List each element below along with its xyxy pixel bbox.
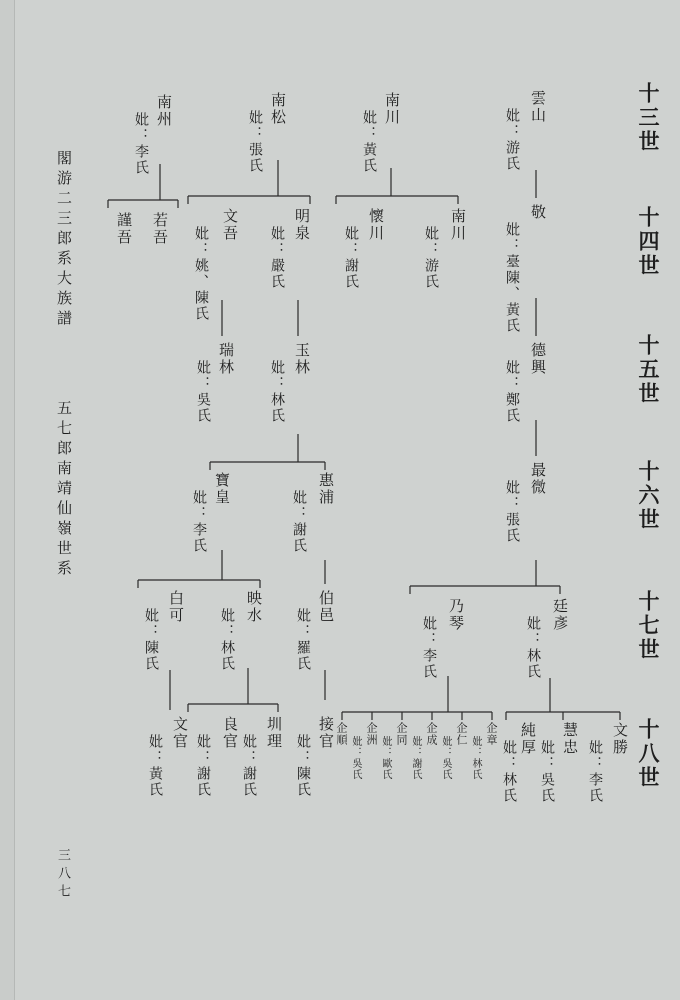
person-name: 謹吾 xyxy=(115,212,133,246)
person-spouse: 妣：林氏 xyxy=(525,616,541,680)
person-name: 接官 xyxy=(317,716,335,750)
person-spouse: 妣：李氏 xyxy=(421,616,437,680)
person-name: 映水 xyxy=(245,590,263,624)
person-spouse: 妣：陳氏 xyxy=(295,734,311,798)
person-spouse: 妣：羅氏 xyxy=(295,608,311,672)
person-spouse: 妣：鄭氏 xyxy=(504,360,520,424)
person-spouse: 妣：陳氏 xyxy=(143,608,159,672)
person-spouse: 妣：林氏 xyxy=(501,740,517,804)
person-spouse: 妣：謝氏 xyxy=(343,226,359,290)
person-spouse: 妣：謝氏 xyxy=(291,490,307,554)
generation-16: 十六世 xyxy=(636,460,661,532)
child-name: 企同 xyxy=(395,722,408,746)
person-spouse: 妣：李氏 xyxy=(133,112,149,176)
person-name: 南川 xyxy=(449,208,467,242)
person-name: 文勝 xyxy=(611,722,629,756)
person-name: 慧忠 xyxy=(561,722,579,756)
person-spouse: 妣：黃氏 xyxy=(361,110,377,174)
person-name: 良官 xyxy=(221,716,239,750)
person-name: 乃琴 xyxy=(447,598,465,632)
person-spouse: 妣：張氏 xyxy=(247,110,263,174)
child-spouse: 妣：林氏 xyxy=(470,736,481,780)
person-name: 寶皇 xyxy=(213,472,231,506)
person-name: 文官 xyxy=(171,716,189,750)
person-name: 惠浦 xyxy=(317,472,335,506)
generation-17: 十七世 xyxy=(636,590,661,662)
generation-15: 十五世 xyxy=(636,334,661,406)
generation-18: 十八世 xyxy=(636,718,661,790)
child-name: 企成 xyxy=(425,722,438,746)
person-name: 德興 xyxy=(529,342,547,376)
person-spouse: 妣：嚴氏 xyxy=(269,226,285,290)
child-spouse: 妣：謝氏 xyxy=(410,736,421,780)
book-title: 閣游二三郎系大族譜 xyxy=(55,150,73,330)
person-spouse: 妣：林氏 xyxy=(269,360,285,424)
person-spouse: 妣：謝氏 xyxy=(195,734,211,798)
person-name: 伯邑 xyxy=(317,590,335,624)
person-spouse: 妣：黃氏 xyxy=(147,734,163,798)
child-spouse: 妣：吳氏 xyxy=(350,736,361,780)
person-name: 玉林 xyxy=(293,342,311,376)
person-name: 若吾 xyxy=(151,212,169,246)
child-name: 企仁 xyxy=(455,722,468,746)
person-spouse: 妣：臺陳、黃氏 xyxy=(504,222,520,334)
person-name: 純厚 xyxy=(519,722,537,756)
person-name: 文吾 xyxy=(221,208,239,242)
person-name: 明泉 xyxy=(293,208,311,242)
person-name: 南川 xyxy=(383,92,401,126)
person-name: 南松 xyxy=(269,92,287,126)
person-name: 最微 xyxy=(529,462,547,496)
person-spouse: 妣：李氏 xyxy=(191,490,207,554)
person-spouse: 妣：游氏 xyxy=(504,108,520,172)
person-spouse: 妣：張氏 xyxy=(504,480,520,544)
child-name: 企章 xyxy=(485,722,498,746)
person-name: 圳理 xyxy=(265,716,283,750)
person-spouse: 妣：林氏 xyxy=(219,608,235,672)
person-name: 敬 xyxy=(529,204,547,221)
generation-14: 十四世 xyxy=(636,206,661,278)
page-number: 三八七 xyxy=(55,848,70,902)
child-name: 企順 xyxy=(335,722,348,746)
person-spouse: 妣：李氏 xyxy=(587,740,603,804)
person-name: 白可 xyxy=(167,590,185,624)
person-spouse: 妣：謝氏 xyxy=(241,734,257,798)
person-spouse: 妣：吳氏 xyxy=(195,360,211,424)
person-spouse: 妣：游氏 xyxy=(423,226,439,290)
person-name: 南州 xyxy=(155,94,173,128)
person-spouse: 妣：姚、陳氏 xyxy=(193,226,209,322)
person-name: 廷彥 xyxy=(551,598,569,632)
person-name: 雲山 xyxy=(529,90,547,124)
person-name: 懷川 xyxy=(367,208,385,242)
page-background xyxy=(14,0,680,1000)
child-name: 企洲 xyxy=(365,722,378,746)
person-spouse: 妣：吳氏 xyxy=(539,740,555,804)
child-spouse: 妣：歐氏 xyxy=(380,736,391,780)
child-spouse: 妣：吳氏 xyxy=(440,736,451,780)
generation-13: 十三世 xyxy=(636,82,661,154)
section-title: 五七郎南靖仙嶺世系 xyxy=(55,400,73,580)
person-name: 瑞林 xyxy=(217,342,235,376)
